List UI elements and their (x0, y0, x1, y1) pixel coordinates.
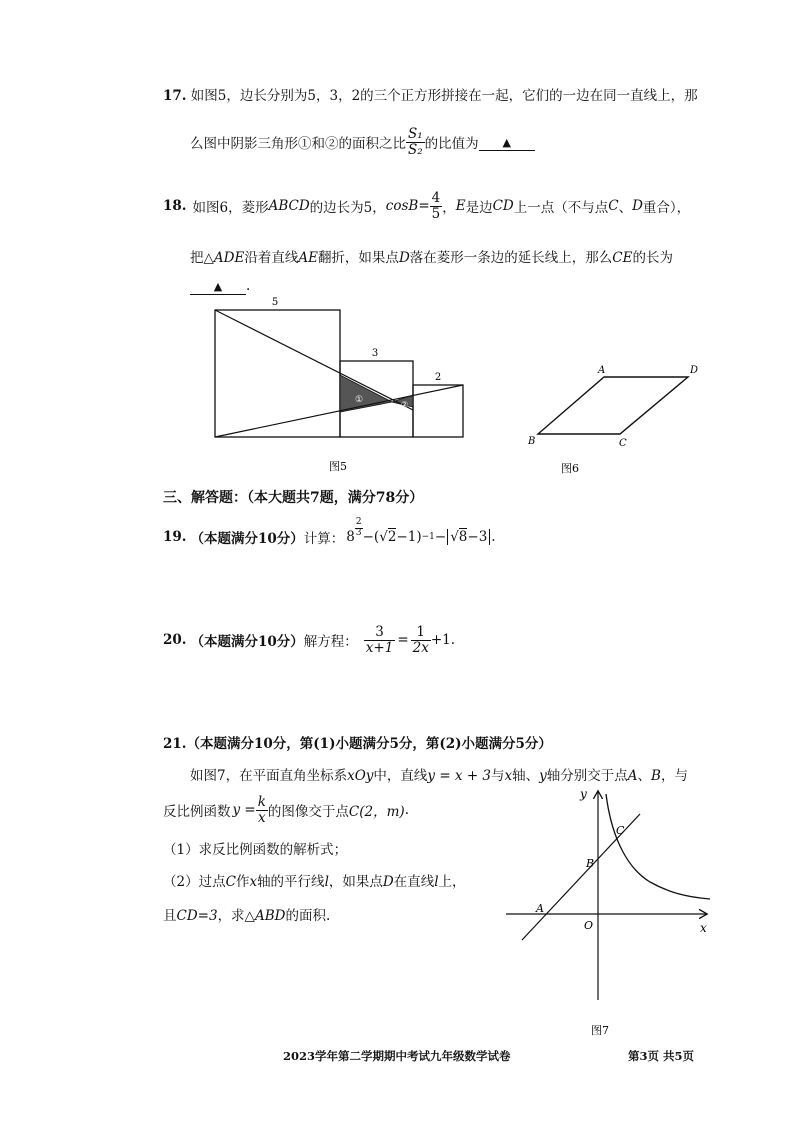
q18-text-c: ， (442, 200, 456, 216)
q21-sub-1: （1）求反比例函数的解析式； (163, 842, 348, 858)
fig6-label-C: C (619, 438, 627, 449)
q20-right-fraction (411, 625, 431, 654)
q19-expr-3: − (434, 529, 447, 545)
q17-line1 (163, 84, 698, 104)
q21-func-y: y = (232, 802, 256, 818)
fig7-caption: 图7 (591, 1024, 609, 1037)
q21-l: l (324, 874, 329, 890)
q21-xoy: xOy (347, 768, 374, 784)
fig6-label-D: D (690, 365, 699, 376)
q18-cosb: cosB (385, 198, 419, 214)
q18-frac-den: 5 (431, 205, 441, 222)
q18-c: C (608, 198, 619, 214)
q21-abd: ABD (254, 908, 286, 924)
section-3-title: 三、解答题：（本大题共7题，满分78分） (163, 490, 424, 506)
q19-expr-1: −( (362, 529, 380, 545)
q19-expr-4: −3 (467, 529, 488, 545)
q20-left-fraction (364, 625, 396, 654)
q20-text: 解方程： (303, 634, 358, 650)
q21-text-m: 轴的平行线 (257, 874, 325, 890)
q19-score: （本题满分10分） (190, 531, 304, 547)
q18-text-f: 重合）， (642, 200, 691, 216)
q19-radicand-2: 2 (387, 529, 397, 545)
q21-score: （本题满分10分，第(1)小题满分5分，第(2)小题满分5分） (186, 736, 552, 752)
q21-D: D (382, 874, 394, 890)
q19-text: 计算： (303, 531, 345, 547)
q18-text-j: 落在菱形一条边的延长线上，那么 (409, 250, 613, 266)
fig5-mark-1: ① (355, 395, 364, 405)
q21-text-b: 中，直线 (373, 768, 428, 784)
q19-expr-2: −1) (396, 529, 422, 545)
q21-x2: x (249, 874, 258, 890)
hyperbola-curve (606, 794, 710, 899)
q17-text-2: 么图中阴影三角形①和②的面积之比 (190, 136, 406, 152)
q20-l-den: x+1 (365, 639, 394, 656)
q17-text-3: 的比值为 (424, 136, 479, 152)
fig7-label-A: A (536, 902, 544, 915)
q17-line2 (190, 118, 535, 166)
q18-text-g: 把△ (190, 250, 214, 266)
q21-C: C (225, 874, 236, 890)
q21-number: 21. (163, 736, 187, 752)
q19-power: −1 (421, 532, 435, 542)
q20-r-num: 1 (411, 625, 431, 640)
q19-base: 8 (346, 529, 355, 545)
q18-e: E (455, 198, 466, 214)
q18-text-k: 的长为 (632, 250, 673, 266)
q17-frac-den: S₂ (408, 141, 423, 158)
q19-exp-num: 2 (355, 517, 362, 528)
fig5-caption: 图5 (329, 460, 347, 473)
q18-cd: CD (492, 198, 514, 214)
q20-number: 20. (163, 632, 187, 648)
q20-tail: +1 (430, 632, 451, 648)
q21-text-s: 的面积. (285, 908, 331, 924)
q18-text-b: 的边长为5， (309, 200, 386, 216)
fig5-mark-2: ② (401, 400, 409, 409)
q18-d: D (632, 198, 643, 214)
fig6-label-B: B (528, 436, 536, 447)
q18-ade: ADE (213, 250, 245, 266)
q21-func-fraction (256, 795, 268, 824)
fig6-label-A: A (598, 365, 606, 376)
q18-blank-triangle: ▲ (213, 280, 223, 293)
q21-l2: l (434, 874, 439, 890)
q17-number: 17. (163, 88, 187, 104)
q21-func-num: k (257, 794, 266, 811)
rhombus-abcd (538, 377, 688, 434)
q21-para-1 (190, 764, 688, 784)
q18-number: 18. (163, 198, 187, 214)
q20-r-den: 2x (412, 639, 429, 656)
diagonal-2 (215, 385, 463, 437)
q18-ae: AE (298, 250, 318, 266)
q21-text-q: 且 (163, 908, 177, 924)
q18-eq: = (418, 198, 430, 214)
q21-B: B (651, 768, 661, 784)
q21-line-eq: y = x + 3 (427, 768, 492, 784)
q18-text-h: 沿着直线 (244, 250, 299, 266)
q18-fraction (430, 191, 443, 220)
fig5-label-3: 3 (371, 348, 379, 359)
q21-x: x (504, 768, 513, 784)
square-5 (215, 310, 340, 437)
q21-text-r: ，求△ (217, 908, 255, 924)
q21-func-den: x (258, 809, 266, 826)
q18-sep: 、 (618, 200, 633, 216)
q19-radicand-8: 8 (458, 529, 468, 545)
q17-blank-triangle: ▲ (502, 135, 511, 149)
q19-abs: √8−3 (447, 529, 490, 545)
q21-y: y (539, 768, 547, 784)
q21-text-c: 与 (491, 768, 505, 784)
diagonal-1 (215, 310, 413, 410)
q21-text-g: ，与 (660, 768, 688, 784)
q21-para-2 (163, 788, 409, 832)
fig7-label-C: C (616, 824, 625, 837)
q18-frac-num: 4 (431, 190, 441, 207)
q21-text-n: ，如果点 (328, 874, 383, 890)
q21-text-l: 作 (235, 874, 250, 890)
q21-cd3: CD=3 (176, 908, 218, 924)
q17-answer-blank (479, 134, 535, 151)
q21-text-d: 轴、 (512, 768, 540, 784)
q21-text-p: 上， (438, 874, 466, 890)
q19-line (163, 517, 496, 554)
q17-text-1: 如图5，边长分别为5，3，2的三个正方形拼接在一起，它们的一边在同一直线上，那 (190, 88, 698, 104)
fig7-label-x: x (700, 921, 707, 935)
figure-6 (520, 362, 720, 477)
q21-text-f: 、 (637, 768, 652, 784)
q20-eq: = (397, 632, 409, 648)
q18-text-d: 是边 (465, 200, 493, 216)
q17-ratio-fraction (406, 127, 425, 156)
figure-5 (205, 290, 480, 475)
q18-end: . (246, 278, 251, 294)
q18-ce: CE (612, 250, 633, 266)
fig6-caption: 图6 (561, 462, 579, 475)
q17-frac-num: S₁ (408, 126, 423, 143)
q21-A: A (627, 768, 638, 784)
q21-text-h: 反比例函数 (163, 804, 231, 820)
q20-score: （本题满分10分） (190, 634, 304, 650)
square-2 (413, 385, 463, 437)
q21-text-j: . (404, 802, 409, 818)
q18-line2 (190, 246, 673, 266)
q18-line1 (163, 184, 690, 228)
q21-header (163, 732, 552, 752)
fig5-label-5: 5 (271, 297, 279, 308)
fig7-label-y: y (580, 787, 587, 801)
q21-text-a: 如图7，在平面直角坐标系 (190, 768, 348, 784)
q18-text-i: 翻折，如果点 (317, 250, 399, 266)
q20-line (163, 616, 455, 664)
q20-end: . (450, 632, 456, 648)
q21-text-o: 在直线 (393, 874, 435, 890)
q21-sub-2 (163, 870, 466, 890)
q21-sub-3 (163, 904, 330, 924)
q19-exp-den: 3 (355, 527, 362, 538)
fig5-label-2: 2 (434, 372, 442, 383)
q18-abcd: ABCD (268, 198, 310, 214)
fig7-label-B: B (586, 857, 595, 870)
q21-text-k: （2）过点 (163, 874, 226, 890)
q19-exponent (355, 518, 363, 538)
footer-page: 第3页 共5页 (628, 1049, 695, 1063)
shaded-triangle-1 (340, 375, 392, 412)
q18-d2: D (398, 250, 410, 266)
q21-point-c: C(2，m) (348, 804, 405, 820)
figure-7 (500, 782, 725, 1042)
q19-number: 19. (163, 529, 187, 545)
q21-text-i: 的图像交于点 (267, 804, 349, 820)
q19-end: . (491, 529, 496, 545)
q20-l-num: 3 (364, 625, 396, 640)
footer-title: 2023学年第二学期期中考试九年级数学试卷 (283, 1049, 511, 1063)
q18-text-e: 上一点（不与点 (513, 200, 609, 216)
q19-sqrt-2: √2 (379, 529, 397, 545)
q21-text-e: 轴分别交于点 (546, 768, 628, 784)
q18-text-a: 如图6，菱形 (192, 200, 269, 216)
fig7-label-O: O (584, 919, 594, 932)
